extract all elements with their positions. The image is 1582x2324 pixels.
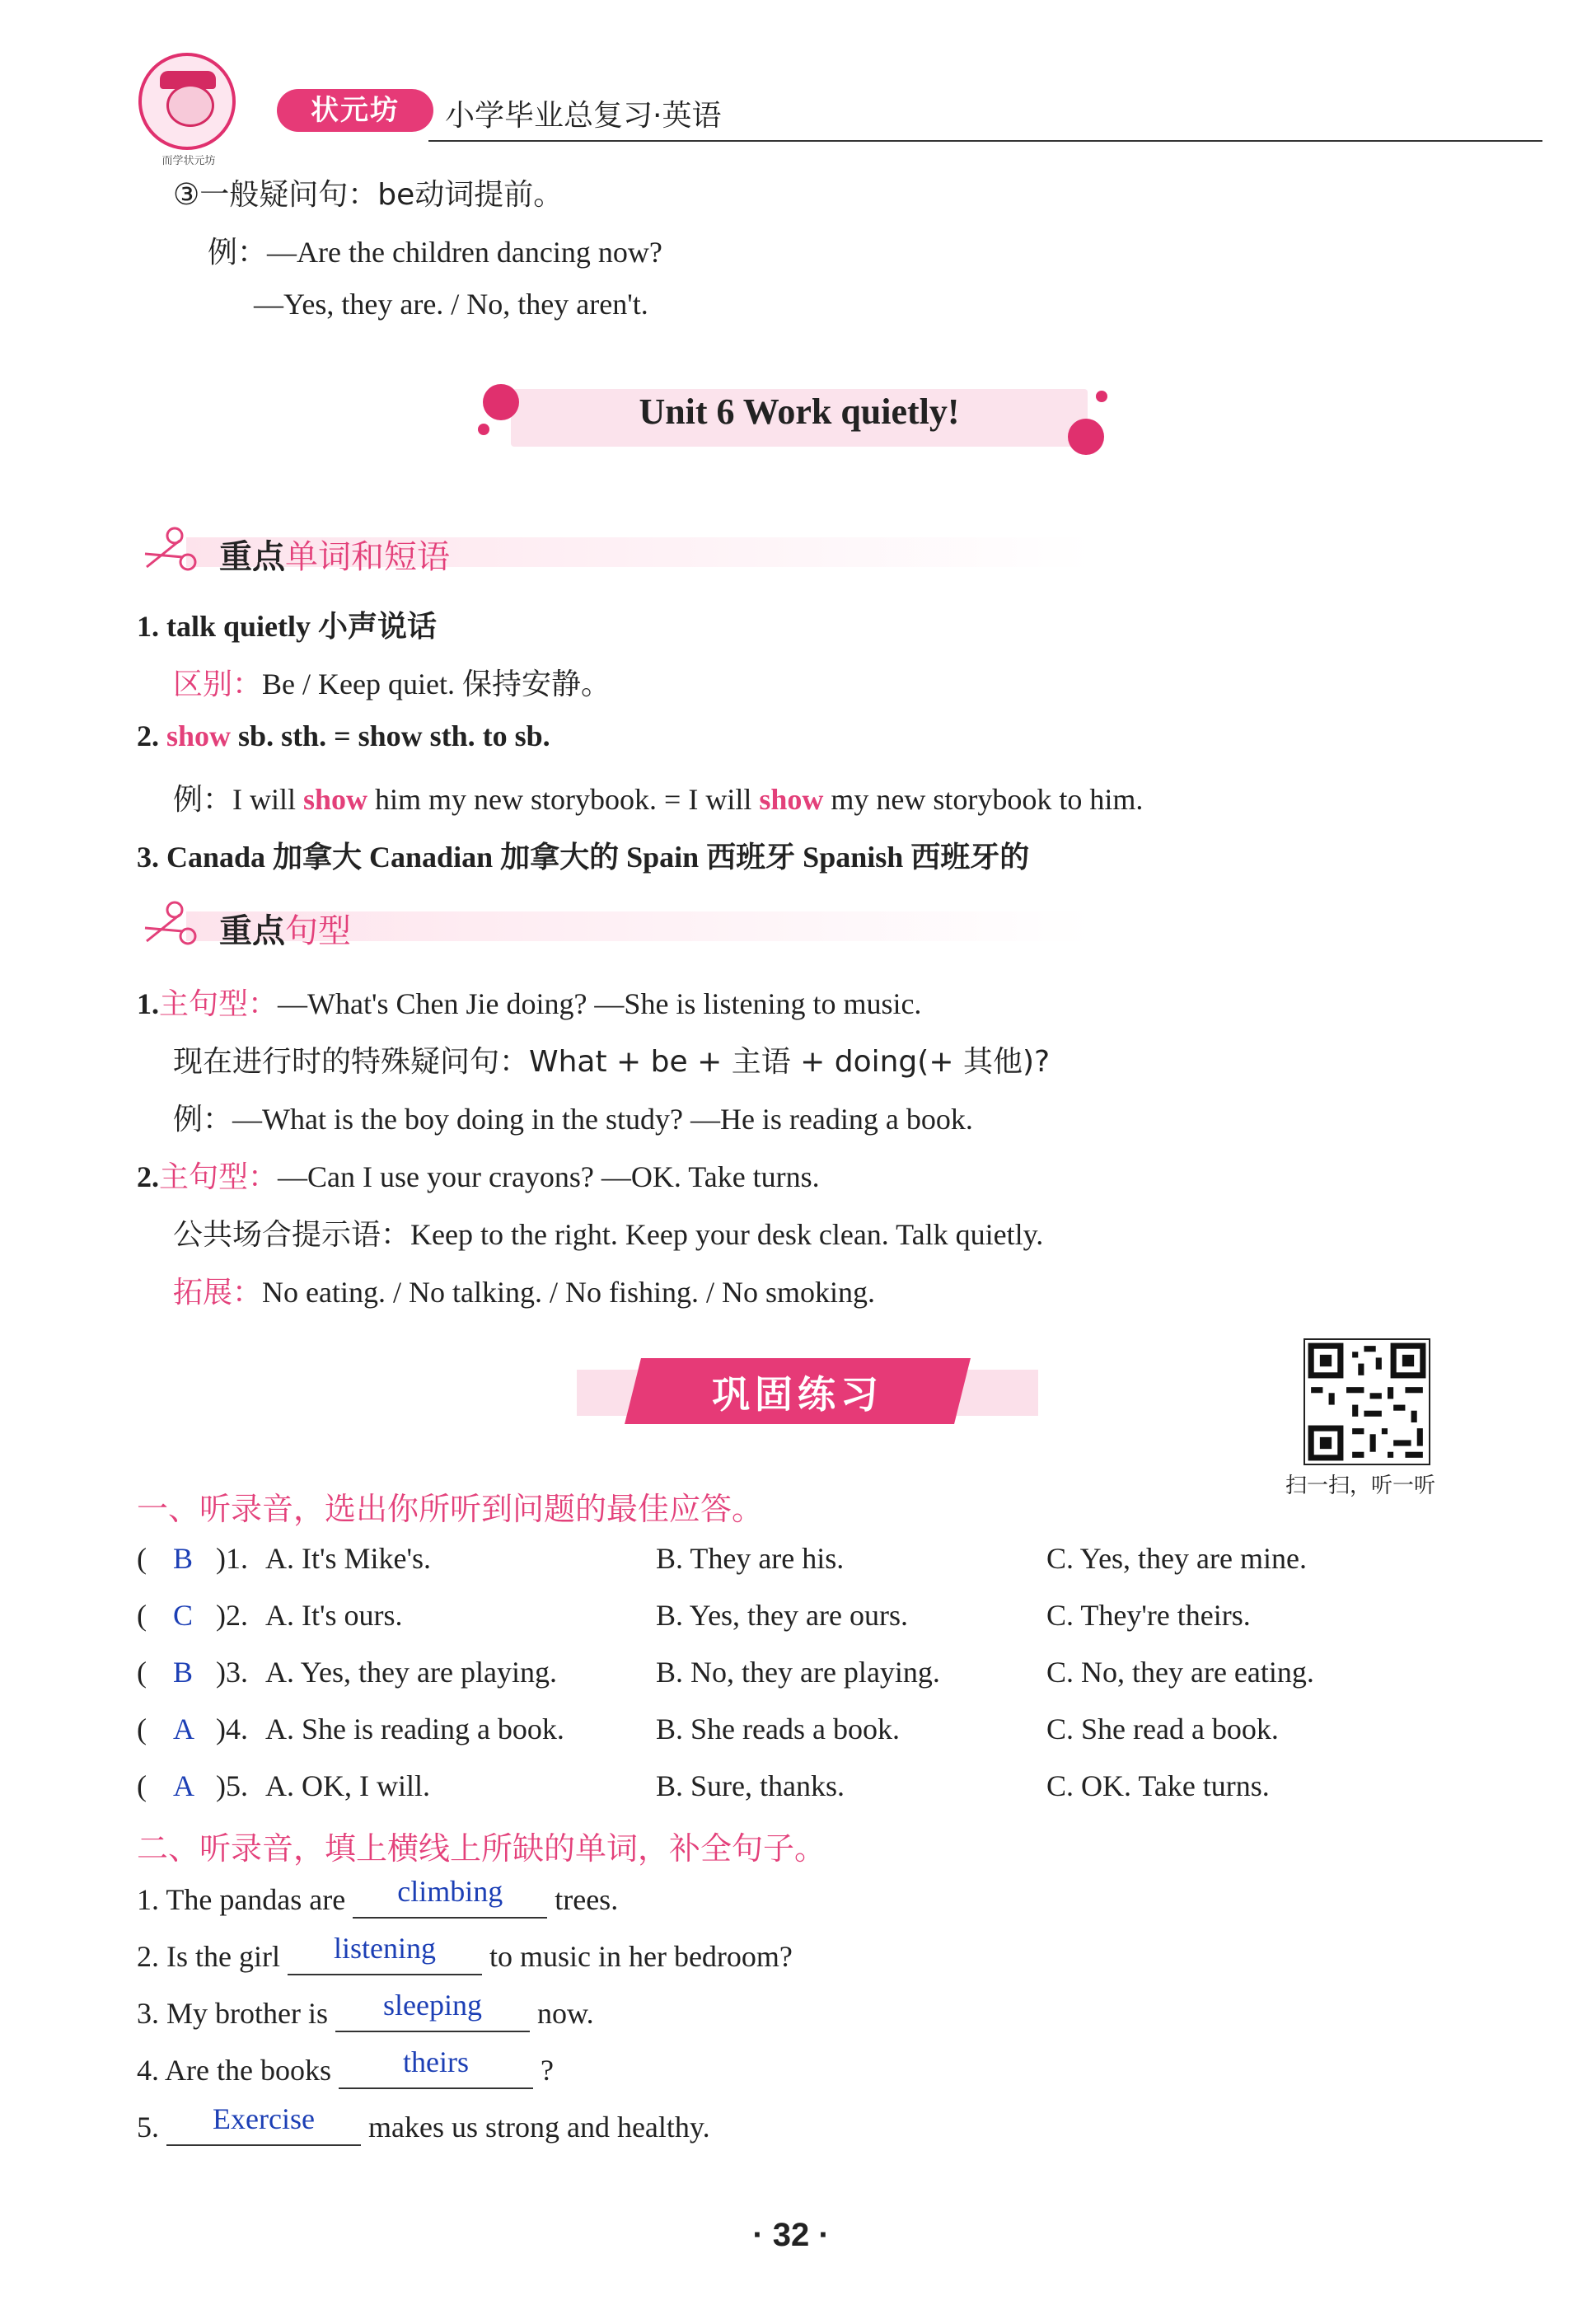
option-b: B. No, they are playing. [656,1656,940,1689]
sentence-before: 2. Is the girl [137,1940,280,1973]
book-title: 小学毕业总复习·英语 [445,99,722,133]
option-b: B. She reads a book. [656,1713,900,1745]
fill-blank[interactable] [166,2102,361,2146]
keyword-show: show [759,783,824,816]
option-a: A. OK, I will. [265,1769,430,1802]
example-part: I will [232,783,297,816]
question-number: )5. [216,1769,248,1802]
fill-answer: Exercise [213,2102,315,2135]
sentence-before: 3. My brother is [137,1997,328,2030]
extension-text: No eating. / No talking. / No fishing. / No smoking. [262,1276,875,1309]
sentence-after: makes us strong and healthy. [368,2111,710,2144]
exercise-2-title: 二、听录音，填上横线上所缺的单词，补全句子。 [137,1830,826,1867]
banner-dot [1096,391,1107,402]
question-number: )2. [216,1599,248,1632]
option-c: C. OK. Take turns. [1046,1769,1270,1802]
answer-choice[interactable]: A [173,1769,194,1802]
answer-paren-open: ( [137,1542,147,1575]
answer-paren-open: ( [137,1599,147,1632]
difference-label: 区别： [173,668,263,701]
sentence-1-example [173,1096,973,1138]
option-a: A. Yes, they are playing. [265,1656,557,1689]
sentence-1-number: 1. [137,987,159,1020]
sentence-2-number: 2. [137,1160,159,1193]
exercise-2-item [137,2045,554,2089]
logo-caption: 而学状元坊 [161,155,216,167]
logo-face-shape [166,84,214,127]
fill-blank[interactable] [335,1989,530,2032]
sentence-before: 5. [137,2111,159,2144]
option-c: C. No, they are eating. [1046,1656,1314,1689]
sentence-1 [137,981,921,1023]
option-b: B. Yes, they are ours. [656,1599,908,1632]
intro-example-answer: —Yes, they are. / No, they aren't. [254,288,648,321]
sentence-after: to music in her bedroom? [489,1940,793,1973]
section-heading-words-text [219,531,450,578]
intro-example-label: 例： [208,236,268,269]
header-divider [428,140,1542,142]
scissors-icon [137,900,206,946]
example-part: him my new storybook. = I will [375,783,752,816]
word-item-1-difference [173,661,611,703]
practice-banner-text: 巩固练习 [712,1372,883,1417]
answer-choice[interactable]: A [173,1713,194,1745]
exercise-2-item [137,2102,710,2146]
difference-text: Be / Keep quiet. 保持安静。 [262,668,611,700]
answer-choice[interactable]: B [173,1656,194,1689]
fill-answer: listening [333,1932,436,1965]
example-label: 例： [173,783,233,817]
option-a: A. It's ours. [265,1599,403,1632]
option-c: C. They're theirs. [1046,1599,1251,1632]
fill-blank[interactable] [288,1932,482,1975]
question-number: )4. [216,1713,248,1745]
brand-badge: 状元坊 [277,89,433,132]
option-c: C. She read a book. [1046,1713,1279,1745]
sentence-after: ? [540,2054,554,2087]
answer-choice[interactable]: B [173,1542,194,1575]
exercise-1-title: 一、听录音，选出你所听到问题的最佳应答。 [137,1491,764,1527]
extension-label: 拓展： [173,1276,263,1310]
intro-rule-3: ③一般疑问句：be动词提前。 [173,178,564,212]
heading-suffix: 单词和短语 [285,538,450,576]
qr-code-icon[interactable] [1304,1338,1430,1465]
option-a: A. It's Mike's. [265,1542,431,1575]
fill-blank[interactable] [353,1875,547,1919]
exercise-2-item [137,1989,594,2032]
example-part: my new storybook to him. [831,783,1144,816]
sentence-after: trees. [555,1883,619,1916]
sentence-2-extension [173,1269,875,1311]
section-heading-words [137,526,1208,576]
option-c: C. Yes, they are mine. [1046,1542,1307,1575]
sentence-1-text: —What's Chen Jie doing? —She is listening to music. [278,987,922,1020]
sentence-2-rule: 公共场合提示语：Keep to the right. Keep your desk clean. Talk quietly. [173,1218,1044,1251]
brand-logo [138,53,236,150]
question-number: )1. [216,1542,248,1575]
section-heading-sentences [137,900,1208,950]
word-item-2 [137,719,550,753]
heading-prefix: 重点 [219,538,285,576]
answer-paren-open: ( [137,1713,147,1745]
fill-answer: theirs [402,2045,469,2078]
exercise-2-item [137,1875,619,1919]
exercise-2-item [137,1932,793,1975]
fill-answer: climbing [397,1875,503,1908]
sentence-1-example-text: —What is the boy doing in the study? —He is reading a book. [232,1103,973,1136]
option-b: B. They are his. [656,1542,845,1575]
word-item-3: 3. Canada 加拿大 Canadian 加拿大的 Spain 西班牙 Spanish 西班牙的 [137,841,1030,874]
main-pattern-label: 主句型： [159,987,278,1021]
sentence-2-text: —Can I use your crayons? —OK. Take turns. [278,1160,820,1193]
main-pattern-label: 主句型： [159,1160,278,1194]
word-item-1 [137,603,437,645]
heading-suffix: 句型 [285,912,351,950]
scissors-icon [137,526,206,572]
banner-dot [478,424,489,435]
word-item-2-number: 2. [137,719,159,752]
heading-prefix: 重点 [219,912,285,950]
qr-caption: 扫一扫，听一听 [1285,1474,1436,1498]
answer-paren-open: ( [137,1769,147,1802]
word-item-2-rest: sb. sth. = show sth. to sb. [238,719,550,752]
answer-choice[interactable]: C [173,1599,194,1632]
option-a: A. She is reading a book. [265,1713,564,1745]
word-item-1-text: 1. talk quietly 小声说话 [137,610,438,643]
unit-title: Unit 6 Work quietly! [639,391,960,432]
sentence-after: now. [536,1997,594,2030]
sentence-before: 1. The pandas are [137,1883,346,1916]
fill-answer: sleeping [382,1989,482,2022]
answer-paren-open: ( [137,1656,147,1689]
sentence-before: 4. Are the books [137,2054,331,2087]
example-label: 例： [173,1103,233,1136]
sentence-2 [137,1154,820,1196]
question-number: )3. [216,1656,248,1689]
page-number: · 32 · [752,2217,830,2253]
section-heading-sentences-text [219,905,351,952]
option-b: B. Sure, thanks. [656,1769,845,1802]
sentence-1-rule: 现在进行时的特殊疑问句：What + be + 主语 + doing(+ 其他)? [173,1045,1051,1079]
intro-example [208,229,662,271]
intro-example-question: —Are the children dancing now? [267,236,662,269]
keyword-show: show [166,719,232,752]
word-item-2-example [173,776,1143,818]
keyword-show: show [303,783,368,816]
fill-blank[interactable] [339,2045,533,2089]
